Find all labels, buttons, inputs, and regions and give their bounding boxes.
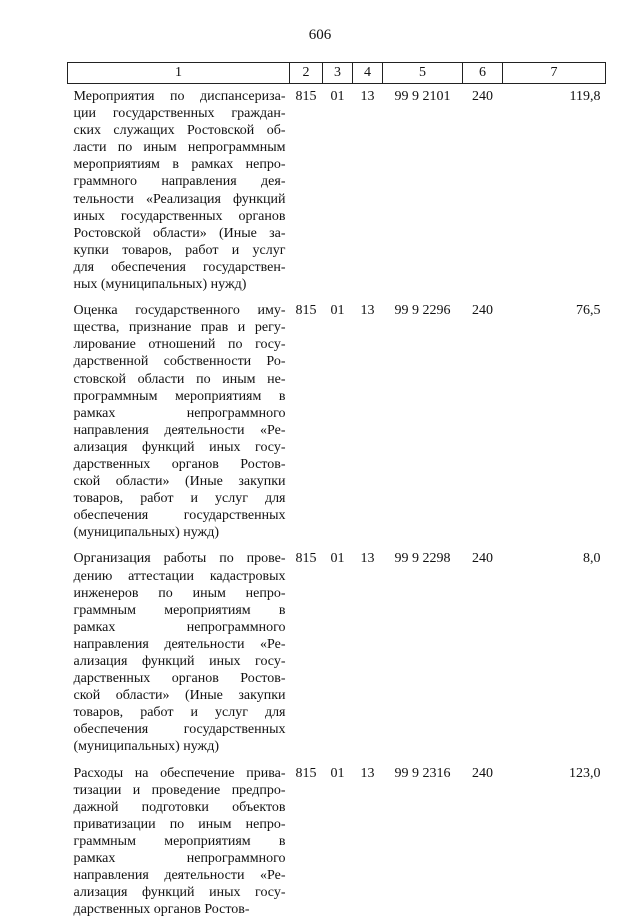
- table-row: [68, 761, 606, 923]
- description-line: товаров, работ и услуг для: [74, 490, 286, 507]
- section-code: 01: [323, 84, 353, 299]
- description-line: купки товаров, работ и услуг: [74, 242, 286, 259]
- description-line: Мероприятия по диспансеризa-: [74, 88, 286, 105]
- description-line: Ростовской области» (Иные за-: [74, 225, 286, 242]
- section-code: 01: [323, 298, 353, 546]
- description-line: ских служащих Ростовской об-: [74, 122, 286, 139]
- budget-table: [67, 62, 606, 923]
- description-line: дарственных органов Ростов-: [74, 456, 286, 473]
- amount: 119,8: [503, 84, 606, 299]
- description-line: приватизации по иным непро-: [74, 816, 286, 833]
- target-article-code: 99 9 2296: [383, 298, 463, 546]
- description-line: Расходы на обеспечение прива-: [74, 765, 286, 782]
- header-col-6: 6: [463, 63, 503, 84]
- header-col-3: 3: [323, 63, 353, 84]
- table-row: [68, 546, 606, 760]
- header-col-5: 5: [383, 63, 463, 84]
- description-line: ласти по иным непрограммным: [74, 139, 286, 156]
- page-number: 606: [0, 27, 640, 44]
- subsection-code: 13: [353, 298, 383, 546]
- header-col-4: 4: [353, 63, 383, 84]
- description-line: ных (муниципальных) нужд): [74, 276, 286, 293]
- description-line: направления деятельности «Ре-: [74, 422, 286, 439]
- description-line: обеспечения государственных: [74, 507, 286, 524]
- target-article-code: 99 9 2298: [383, 546, 463, 760]
- row-description: [68, 298, 290, 546]
- description-line: Оценка государственного иму-: [74, 302, 286, 319]
- description-line: для обеспечения государствен-: [74, 259, 286, 276]
- row-description: [68, 546, 290, 760]
- description-line: ской области» (Иные закупки: [74, 473, 286, 490]
- table-body: [68, 84, 606, 923]
- target-article-code: 99 9 2316: [383, 761, 463, 923]
- description-line: направления деятельности «Ре-: [74, 867, 286, 884]
- description-line: рамках непрограммного: [74, 405, 286, 422]
- description-line: инженеров по иным непро-: [74, 585, 286, 602]
- section-code: 01: [323, 761, 353, 923]
- description-line: иных государственных органов: [74, 208, 286, 225]
- subsection-code: 13: [353, 84, 383, 299]
- description-line: программным мероприятиям в: [74, 388, 286, 405]
- ministry-code: 815: [290, 298, 323, 546]
- ministry-code: 815: [290, 84, 323, 299]
- description-line: дарственных органов Ростов-: [74, 670, 286, 687]
- description-line: Организация работы по прове-: [74, 550, 286, 567]
- description-line: ализация функций иных госу-: [74, 439, 286, 456]
- amount: 76,5: [503, 298, 606, 546]
- description-line: граммным мероприятиям в: [74, 602, 286, 619]
- subsection-code: 13: [353, 546, 383, 760]
- expense-type-code: 240: [463, 298, 503, 546]
- description-line: лирование отношений по госу-: [74, 336, 286, 353]
- description-line: рамках непрограммного: [74, 619, 286, 636]
- amount: 8,0: [503, 546, 606, 760]
- description-line: ализация функций иных госу-: [74, 653, 286, 670]
- header-col-7: 7: [503, 63, 606, 84]
- header-col-2: 2: [290, 63, 323, 84]
- description-line: дарственной собственности Ро-: [74, 353, 286, 370]
- description-line: направления деятельности «Ре-: [74, 636, 286, 653]
- description-line: ции государственных граждан-: [74, 105, 286, 122]
- header-row: [68, 63, 606, 84]
- header-col-1: 1: [68, 63, 290, 84]
- description-line: тизации и проведение предпро-: [74, 782, 286, 799]
- description-line: ской области» (Иные закупки: [74, 687, 286, 704]
- subsection-code: 13: [353, 761, 383, 923]
- description-line: товаров, работ и услуг для: [74, 704, 286, 721]
- ministry-code: 815: [290, 761, 323, 923]
- section-code: 01: [323, 546, 353, 760]
- table-row: [68, 84, 606, 299]
- description-line: ализация функций иных госу-: [74, 884, 286, 901]
- expense-type-code: 240: [463, 84, 503, 299]
- description-line: рамках непрограммного: [74, 850, 286, 867]
- description-line: обеспечения государственных: [74, 721, 286, 738]
- row-description: [68, 761, 290, 923]
- description-line: тельности «Реализация функций: [74, 191, 286, 208]
- description-line: граммным мероприятиям в: [74, 833, 286, 850]
- ministry-code: 815: [290, 546, 323, 760]
- table-row: [68, 298, 606, 546]
- description-line: дению аттестации кадастровых: [74, 568, 286, 585]
- expense-type-code: 240: [463, 761, 503, 923]
- description-line: дарственных органов Ростов-: [74, 901, 286, 918]
- description-line: (муниципальных) нужд): [74, 738, 286, 755]
- description-line: щества, признание прав и регу-: [74, 319, 286, 336]
- target-article-code: 99 9 2101: [383, 84, 463, 299]
- row-description: [68, 84, 290, 299]
- expense-type-code: 240: [463, 546, 503, 760]
- description-line: дажной подготовки объектов: [74, 799, 286, 816]
- amount: 123,0: [503, 761, 606, 923]
- description-line: граммного направления дея-: [74, 173, 286, 190]
- description-line: стовской области по иным не-: [74, 371, 286, 388]
- description-line: мероприятиям в рамках непро-: [74, 156, 286, 173]
- description-line: (муниципальных) нужд): [74, 524, 286, 541]
